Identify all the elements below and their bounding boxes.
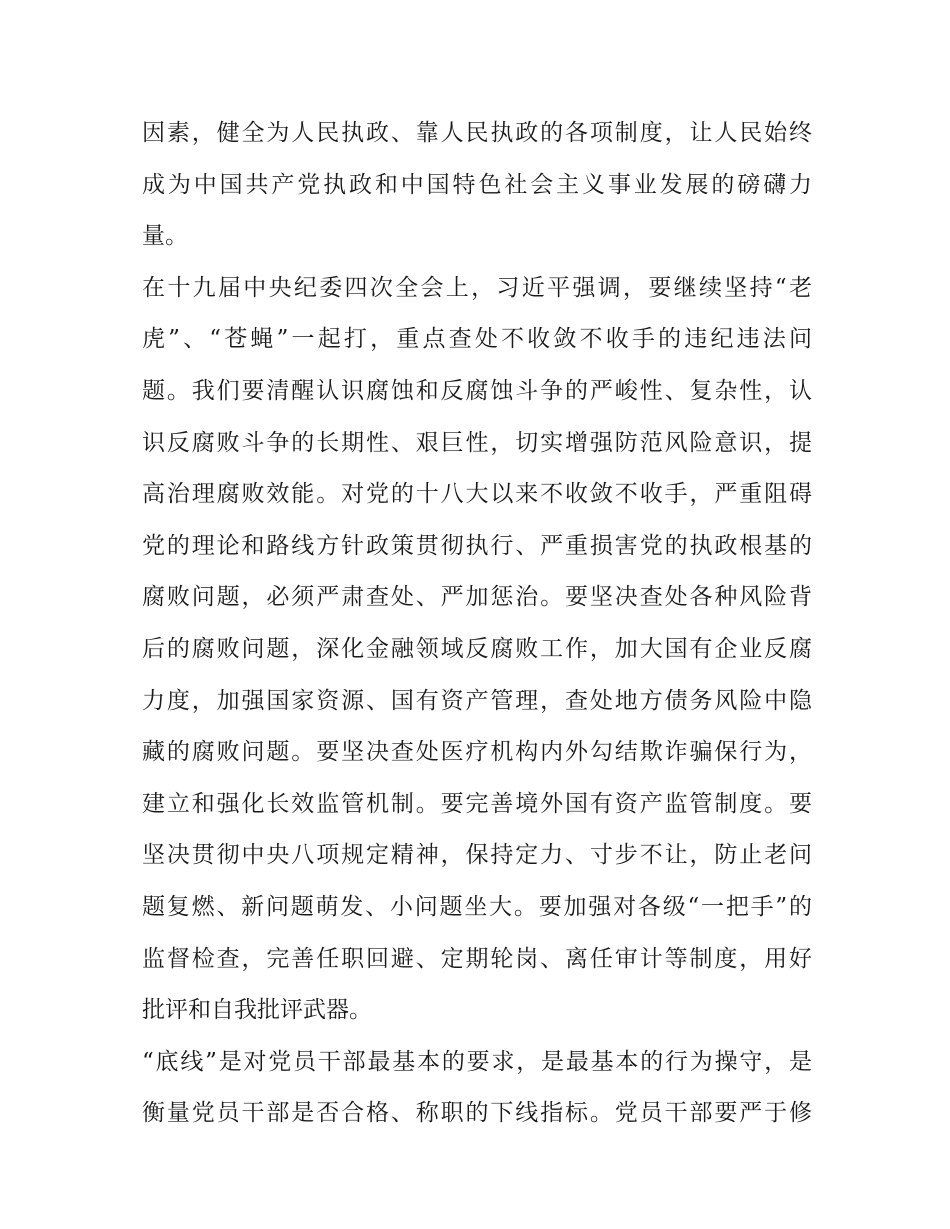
text-line: 量。: [142, 223, 188, 250]
text-line: 藏的腐败问题。要坚决查处医疗机构内外勾结欺诈骗保行为，: [142, 739, 812, 766]
text-line: 因素，健全为人民执政、靠人民执政的各项制度，让人民始终: [142, 120, 812, 146]
text-line: 力度，加强国家资源、国有资产管理，查处地方债务风险中隐: [142, 687, 812, 714]
text-line: 建立和强化长效监管机制。要完善境外国有资产监管制度。要: [142, 790, 812, 817]
text-line: 成为中国共产党执政和中国特色社会主义事业发展的磅礴力: [142, 171, 812, 198]
paragraph-2: [142, 263, 812, 1037]
text-line: 题。我们要清醒认识腐蚀和反腐蚀斗争的严峻性、复杂性，认: [142, 377, 812, 404]
text-line: 虎”、“苍蝇”一起打，重点查处不收敛不收手的违纪违法问: [142, 326, 812, 353]
text-line: 题复燃、新问题萌发、小问题坐大。要加强对各级“一把手”的: [142, 893, 812, 920]
text-line: 坚决贯彻中央八项规定精神，保持定力、寸步不让，防止老问: [142, 842, 812, 869]
text-line: 监督检查，完善任职回避、定期轮岗、离任审计等制度，用好: [142, 945, 812, 972]
text-line: 党的理论和路线方针政策贯彻执行、严重损害党的执政根基的: [142, 532, 812, 559]
text-line: 识反腐败斗争的长期性、艰巨性，切实增强防范风险意识，提: [142, 429, 812, 456]
text-line: 批评和自我批评武器。: [142, 997, 372, 1024]
paragraph-1: [142, 108, 812, 263]
text-line: 在十九届中央纪委四次全会上，习近平强调，要继续坚持“老: [142, 274, 812, 301]
paragraph-3: [142, 1037, 812, 1140]
text-line: 腐败问题，必须严肃查处、严加惩治。要坚决查处各种风险背: [142, 584, 812, 611]
text-line: 衡量党员干部是否合格、称职的下线指标。党员干部要严于修: [142, 1100, 812, 1127]
body-text: [142, 108, 812, 1140]
text-line: 高治理腐败效能。对党的十八大以来不收敛不收手，严重阻碍: [142, 481, 812, 508]
text-line: “底线”是对党员干部最基本的要求，是最基本的行为操守，是: [142, 1048, 812, 1075]
text-line: 后的腐败问题，深化金融领域反腐败工作，加大国有企业反腐: [142, 635, 812, 662]
